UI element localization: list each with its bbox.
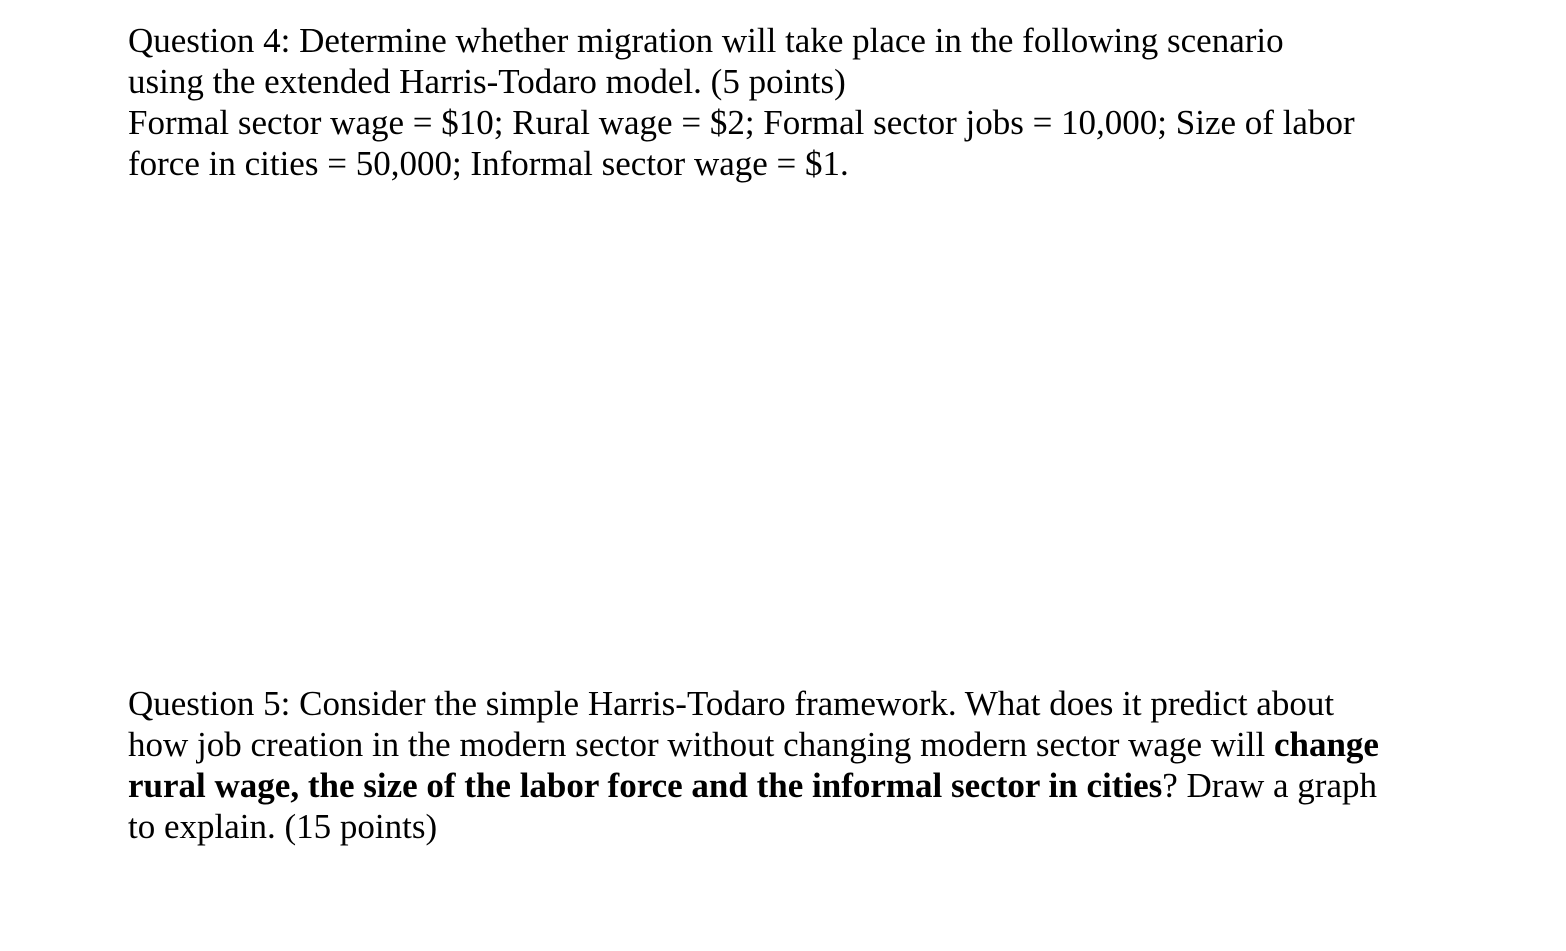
question-5-line-3-bold: rural wage, the size of the labor force and the informal sector in cities	[128, 766, 1163, 805]
question-5-line-1: Question 5: Consider the simple Harris-Todaro framework. What does it predict about	[128, 684, 1335, 723]
question-5-line-2-bold: change	[1273, 725, 1379, 764]
question-4-line-2: using the extended Harris-Todaro model. (5 points)	[128, 62, 846, 101]
question-5-line-4: to explain. (15 points)	[128, 807, 438, 846]
question-4	[128, 20, 1428, 184]
question-4-line-3: Formal sector wage = $10; Rural wage = $2; Formal sector jobs = 10,000; Size of labor	[128, 103, 1355, 142]
question-5-line-2	[128, 724, 1428, 765]
question-5-line-3	[128, 765, 1428, 806]
question-4-line-1: Question 4: Determine whether migration will take place in the following scenario	[128, 21, 1284, 60]
question-5	[128, 683, 1428, 847]
question-5-line-3-text: ? Draw a graph	[1162, 766, 1378, 805]
question-5-line-2-text: how job creation in the modern sector without changing modern sector wage will	[128, 725, 1274, 764]
question-4-line-4: force in cities = 50,000; Informal sector wage = $1.	[128, 144, 849, 183]
